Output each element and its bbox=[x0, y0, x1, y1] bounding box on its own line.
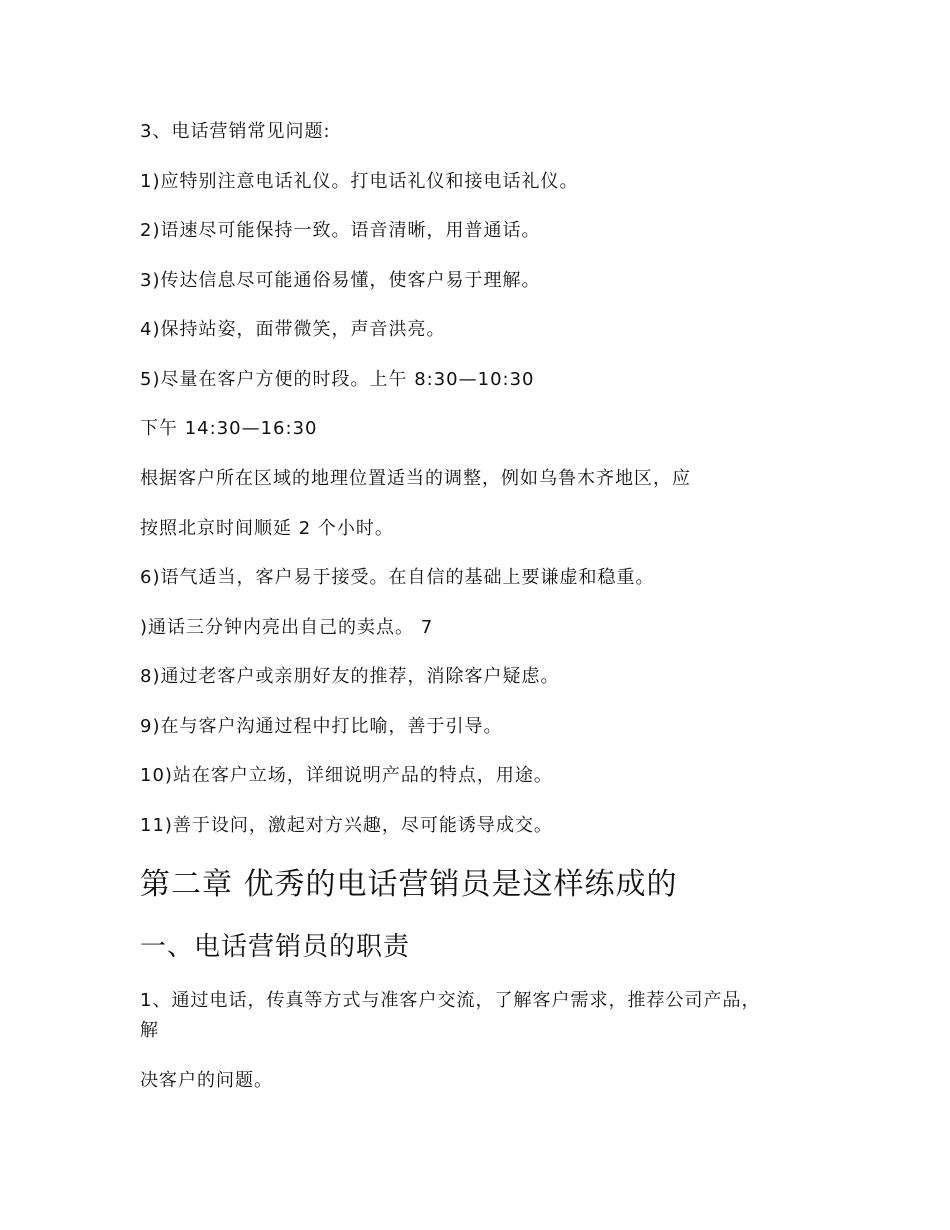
list-item: 3)传达信息尽可能通俗易懂，使客户易于理解。 bbox=[140, 270, 541, 291]
list-item: 2)语速尽可能保持一致。语音清晰，用普通话。 bbox=[140, 220, 541, 241]
list-item: 11)善于设问，激起对方兴趣，尽可能诱导成交。 bbox=[140, 815, 553, 836]
chapter-title: 第二章 优秀的电话营销员是这样练成的 bbox=[140, 867, 678, 902]
list-item: 9)在与客户沟通过程中打比喻，善于引导。 bbox=[140, 716, 503, 737]
section-title: 一、电话营销员的职责 bbox=[140, 932, 411, 962]
list-item-continuation: 根据客户所在区域的地理位置适当的调整，例如乌鲁木齐地区，应 bbox=[140, 468, 691, 489]
problems-heading: 3、电话营销常见问题: bbox=[140, 121, 331, 142]
list-item: 8)通过老客户或亲朋好友的推荐，消除客户疑虑。 bbox=[140, 666, 560, 687]
list-item-continuation: 下午 14:30—16:30 bbox=[140, 418, 318, 439]
list-item: 1)应特别注意电话礼仪。打电话礼仪和接电话礼仪。 bbox=[140, 171, 579, 192]
list-item: )通话三分钟内亮出自己的卖点。 7 bbox=[140, 617, 434, 638]
list-item: 4)保持站姿，面带微笑，声音洪亮。 bbox=[140, 319, 446, 340]
duty-paragraph: 1、通过电话，传真等方式与准客户交流，了解客户需求，推荐公司产品， bbox=[140, 990, 761, 1011]
list-item: 10)站在客户立场，详细说明产品的特点，用途。 bbox=[140, 765, 553, 786]
list-item: 6)语气适当，客户易于接受。在自信的基础上要谦虚和稳重。 bbox=[140, 567, 655, 588]
duty-paragraph-continuation: 决客户的问题。 bbox=[140, 1070, 273, 1091]
duty-paragraph-wrap: 解 bbox=[140, 1020, 159, 1041]
list-item: 5)尽量在客户方便的时段。上午 8:30—10:30 bbox=[140, 369, 535, 390]
list-item-continuation: 按照北京时间顺延 2 个小时。 bbox=[140, 518, 394, 539]
